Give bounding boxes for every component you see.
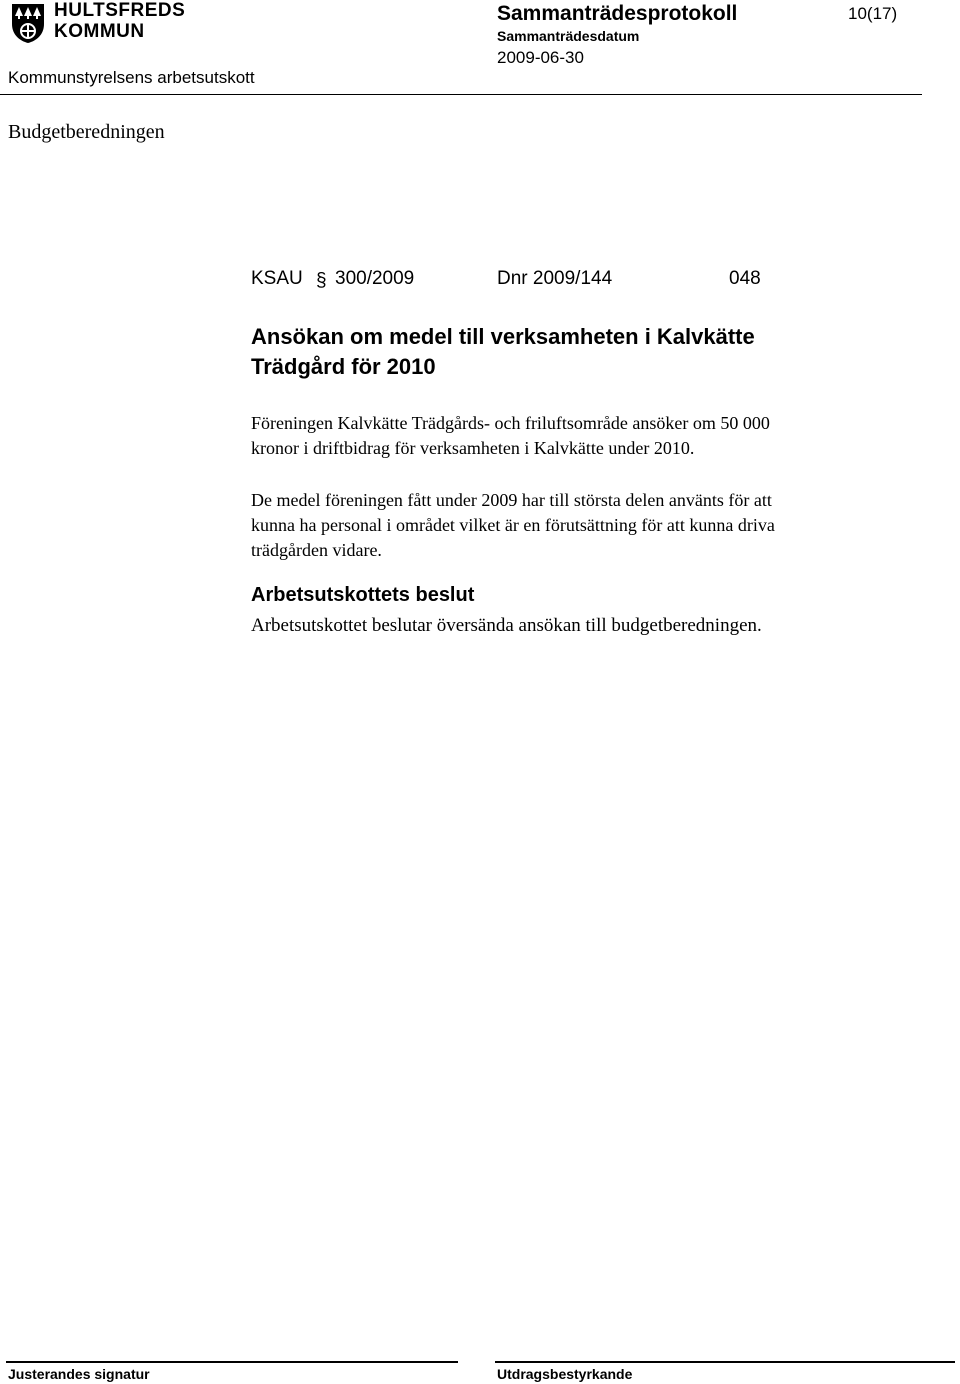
paragraph-background <box>251 488 901 563</box>
meeting-date-value: 2009-06-30 <box>497 48 584 67</box>
case-ksau: KSAU <box>251 268 303 289</box>
committee-name: Kommunstyrelsens arbetsutskott <box>8 68 255 87</box>
paragraph-line: Föreningen Kalvkätte Trädgårds- och friluftsområde ansöker om 50 000 <box>251 413 770 433</box>
logo-line-2: KOMMUN <box>54 21 145 42</box>
case-dnr: Dnr 2009/144 <box>497 268 613 289</box>
heading-line-2: Trädgård för 2010 <box>251 354 436 379</box>
section-sign-icon: § <box>316 270 327 291</box>
document-title: Sammanträdesprotokoll <box>497 2 738 25</box>
decision-text: Arbetsutskottet beslutar översända ansökan till budgetberedningen. <box>251 615 762 636</box>
recipient: Budgetberedningen <box>8 121 165 143</box>
paragraph-line: kunna ha personal i området vilket är en förutsättning för att kunna driva <box>251 515 775 535</box>
heading-line-1: Ansökan om medel till verksamheten i Kalvkätte <box>251 324 755 349</box>
case-code: 048 <box>729 268 761 289</box>
paragraph-line: De medel föreningen fått under 2009 har till största delen använts för att <box>251 490 772 510</box>
page-number: 10(17) <box>848 4 898 23</box>
paragraph-line: kronor i driftbidrag för verksamheten i Kalvkätte under 2010. <box>251 438 695 458</box>
header-divider <box>0 94 922 95</box>
paragraph-line: trädgården vidare. <box>251 540 382 560</box>
meeting-date-label: Sammanträdesdatum <box>497 28 640 44</box>
signature-label: Justerandes signatur <box>8 1366 150 1382</box>
certification-label: Utdragsbestyrkande <box>497 1366 633 1382</box>
paragraph-application <box>251 411 901 461</box>
case-number: 300/2009 <box>335 268 415 289</box>
footer-rule-left <box>6 1361 458 1363</box>
logo-line-1: HULTSFREDS <box>54 0 186 21</box>
logo-wordmark <box>54 0 185 42</box>
footer-rule-right <box>495 1361 955 1363</box>
municipality-crest-icon <box>10 2 46 44</box>
agenda-item-heading <box>251 322 891 382</box>
decision-heading: Arbetsutskottets beslut <box>251 584 475 606</box>
